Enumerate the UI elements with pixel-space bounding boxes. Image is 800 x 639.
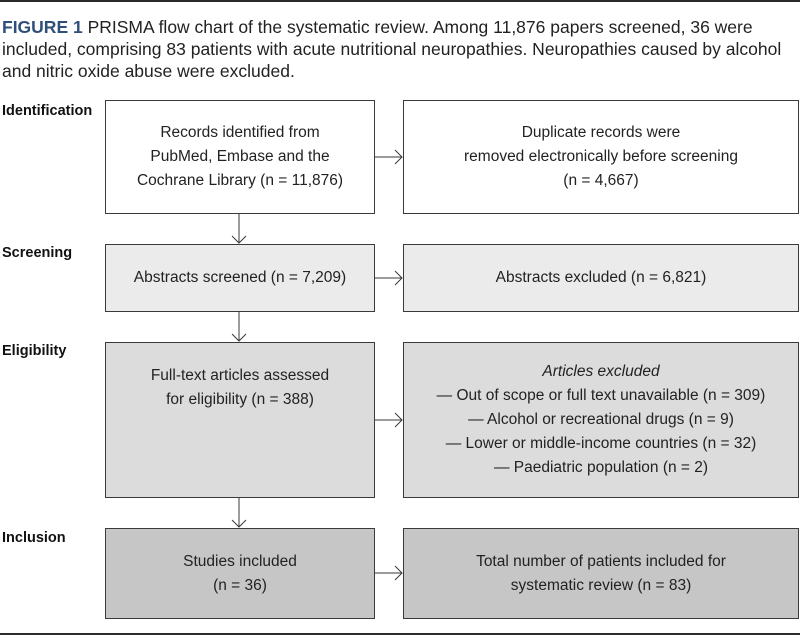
caption-text: PRISMA flow chart of the systematic review. Among 11,876 papers screened, 36 were included, comprising 83 patients with acute nutritional neuropathies. Neuropathies caused by alcohol and nitric oxide abuse were excluded. <box>2 17 782 81</box>
abstracts-excluded-line-1: Abstracts excluded (n = 6,821) <box>495 269 707 286</box>
fulltext-line-2: for eligibility (n = 388) <box>166 391 314 408</box>
arrow-screened-to-fulltext <box>232 312 246 341</box>
stage-identification: Identification <box>2 103 93 119</box>
articles-excluded-box <box>403 342 799 498</box>
patients-line-2: systematic review (n = 83) <box>510 576 692 594</box>
stage-eligibility: Eligibility <box>2 343 67 359</box>
records-line-2: PubMed, Embase and the <box>150 148 330 165</box>
stage-screening: Screening <box>2 245 73 261</box>
figure-caption <box>2 16 792 82</box>
articles-excluded-title: Articles excluded <box>542 363 660 380</box>
studies-included-box <box>105 528 375 619</box>
stage-inclusion: Inclusion <box>2 530 66 546</box>
arrow-fulltext-to-excluded <box>375 413 402 427</box>
fulltext-assessed-box <box>105 342 375 498</box>
arrow-records-to-duplicates <box>375 150 402 164</box>
patients-line-1: Total number of patients included for <box>476 552 726 570</box>
arrow-included-to-patients <box>375 566 402 580</box>
screened-line-1: Abstracts screened (n = 7,209) <box>133 269 347 286</box>
figure-label: FIGURE 1 <box>2 17 83 37</box>
duplicates-line-1: Duplicate records were <box>521 124 681 141</box>
bottom-rule <box>0 633 800 635</box>
abstracts-excluded-box <box>403 244 799 312</box>
excluded-reason-2: — Alcohol or recreational drugs (n = 9) <box>468 411 734 428</box>
records-line-1: Records identified from <box>160 124 320 141</box>
total-patients-box <box>403 528 799 619</box>
arrow-screened-to-excluded <box>375 271 402 285</box>
records-identified-box <box>105 100 375 214</box>
excluded-reason-3: — Lower or middle-income countries (n = 32) <box>445 435 757 452</box>
top-rule <box>0 0 800 2</box>
excluded-reason-1: — Out of scope or full text unavailable (n = 309) <box>436 387 766 404</box>
duplicates-line-3: (n = 4,667) <box>563 172 639 189</box>
arrow-fulltext-to-included <box>232 498 246 527</box>
included-line-2: (n = 36) <box>213 576 267 594</box>
records-line-3: Cochrane Library (n = 11,876) <box>136 172 344 189</box>
abstracts-screened-box <box>105 244 375 312</box>
arrow-records-to-screened <box>232 214 246 243</box>
duplicates-line-2: removed electronically before screening <box>464 148 738 165</box>
excluded-reason-4: — Paediatric population (n = 2) <box>493 459 709 476</box>
duplicates-removed-box <box>403 100 799 214</box>
fulltext-line-1: Full-text articles assessed <box>150 367 330 384</box>
included-line-1: Studies included <box>183 552 297 570</box>
